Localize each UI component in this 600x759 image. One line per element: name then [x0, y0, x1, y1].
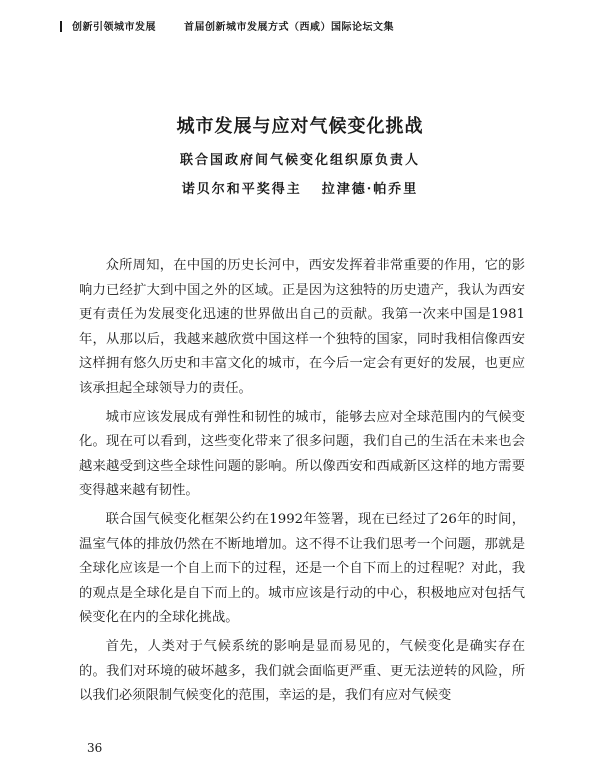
paragraph: 众所周知，在中国的历史长河中，西安发挥着非常重要的作用，它的影响力已经扩大到中国之外的区域。正是因为这独特的历史遗产，我认为西安更有责任为发展变化迅速的世界做出自己的贡献。我第一次来中国是1981年，从那以后，我越来越欣赏中国这样一个独特的国家，同时我相信像西安这样拥有悠久历史和丰富文化的城市，在今后一定会有更好的发展，也更应该承担起全球领导力的责任。 [79, 258, 525, 396]
author-name: 拉津德·帕乔里 [321, 182, 419, 197]
author-role-1: 联合国政府间气候变化组织原负责人 [179, 153, 420, 168]
page-number: 36 [87, 741, 103, 755]
header-rule [60, 21, 62, 32]
author-name-line [0, 178, 600, 197]
author-role-2: 诺贝尔和平奖得主 [181, 182, 302, 197]
article-body [79, 254, 525, 713]
paragraph: 首先，人类对于气候系统的影响是显而易见的，气候变化是确实存在的。我们对环境的破坏越多，我们就会面临更严重、更无法逆转的风险，所以我们必须限制气候变化的范围，幸运的是，我们有应对气候变 [79, 638, 525, 704]
paragraph: 城市应该发展成有弹性和韧性的城市，能够去应对全球范围内的气候变化。现在可以看到，这些变化带来了很多问题，我们自己的生活在未来也会越来越受到这些全球性问题的影响。所以像西安和西咸新区这样的地方需要变得越来越有韧性。 [79, 409, 525, 499]
author-role-line [0, 149, 600, 168]
collection-title: 首届创新城市发展方式（西咸）国际论坛文集 [183, 22, 394, 33]
article-title: 城市发展与应对气候变化挑战 [176, 116, 424, 137]
series-title: 创新引领城市发展 [71, 22, 156, 33]
paragraph: 联合国气候变化框架公约在1992年签署，现在已经过了26年的时间，温室气体的排放仍然在不断地增加。这不得不让我们思考一个问题，那就是全球化应该是一个自上而下的过程，还是一个自下而上的过程呢？对此，我的观点是全球化是自下而上的。城市应该是行动的中心，积极地应对包括气候变化在内的全球化挑战。 [79, 511, 525, 626]
running-header [60, 18, 540, 33]
